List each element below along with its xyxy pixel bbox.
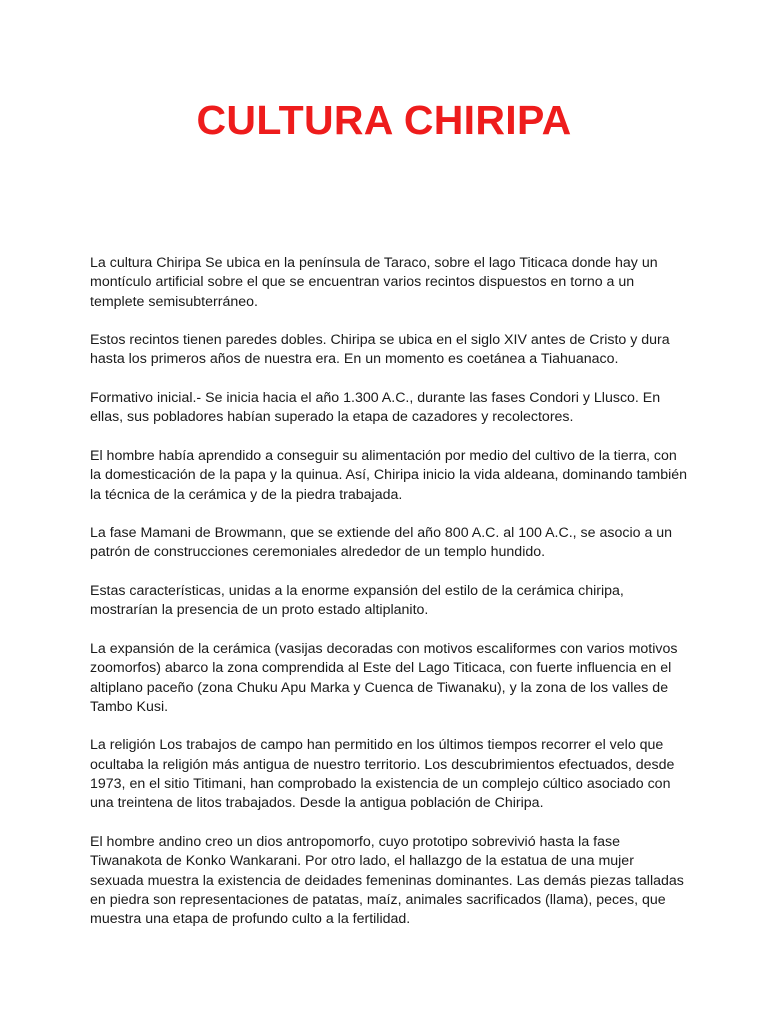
document-body [90,254,690,949]
paragraph-ceramics-expansion: La expansión de la cerámica (vasijas decoradas con motivos escaliformes con varios motivos zoomorfos) abarco la zona comprendida al Este del Lago Titicaca, con fuerte influencia en el altiplano paceño (zona Chuku Apu Marka y Cuenca de Tiwanaku), y la zona de los valles de Tambo Kusi. [90,640,678,715]
paragraph-proto-estado: Estas características, unidas a la enorme expansión del estilo de la cerámica chiripa, mostrarían la presencia de un proto estado altiplanito. [90,583,624,619]
paragraph-andean-deity: El hombre andino creo un dios antropomorfo, cuyo prototipo sobrevivió hasta la fase Tiwanakota de Konko Wankarani. Por otro lado, el hallazgo de la estatua de una mujer sexuada muestra la existencia de deidades femeninas dominantes. Las demás piezas talladas en piedra son representaciones de patatas, maíz, animales sacrificados (llama), peces, que muestra una etapa de profundo culto a la fertilidad. [90,833,684,928]
page-title: CULTURA CHIRIPA [196,97,572,143]
paragraph-agriculture: El hombre había aprendido a conseguir su alimentación por medio del cultivo de la tierra, con la domesticación de la papa y la quinua. Así, Chiripa inicio la vida aldeana, dominando también la técnica de la cerámica y de la piedra trabajada. [90,447,688,503]
paragraph-formativo-inicial: Formativo inicial.- Se inicia hacia el año 1.300 A.C., durante las fases Condori y Llusco. En ellas, sus pobladores habían superado la etapa de cazadores y recolectores. [90,390,661,426]
paragraph-religion: La religión Los trabajos de campo han permitido en los últimos tiempos recorrer el velo que ocultaba la religión más antigua de nuestro territorio. Los descubrimientos efectuados, desde 1973, en el sitio Titimani, han comprobado la existencia de un complejo cúltico asociado con una treintena de litos trabajados. Desde la antigua población de Chiripa. [90,737,675,812]
paragraph-dating: Estos recintos tienen paredes dobles. Chiripa se ubica en el siglo XIV antes de Cristo y dura hasta los primeros años de nuestra era. En un momento es coetánea a Tiahuanaco. [90,332,670,368]
paragraph-fase-mamani: La fase Mamani de Browmann, que se extiende del año 800 A.C. al 100 A.C., se asocio a un patrón de construcciones ceremoniales alrededor de un templo hundido. [90,525,673,561]
paragraph-location: La cultura Chiripa Se ubica en la península de Taraco, sobre el lago Titicaca donde hay un montículo artificial sobre el que se encuentran varios recintos dispuestos en torno a un templete semisubterráneo. [90,255,658,310]
